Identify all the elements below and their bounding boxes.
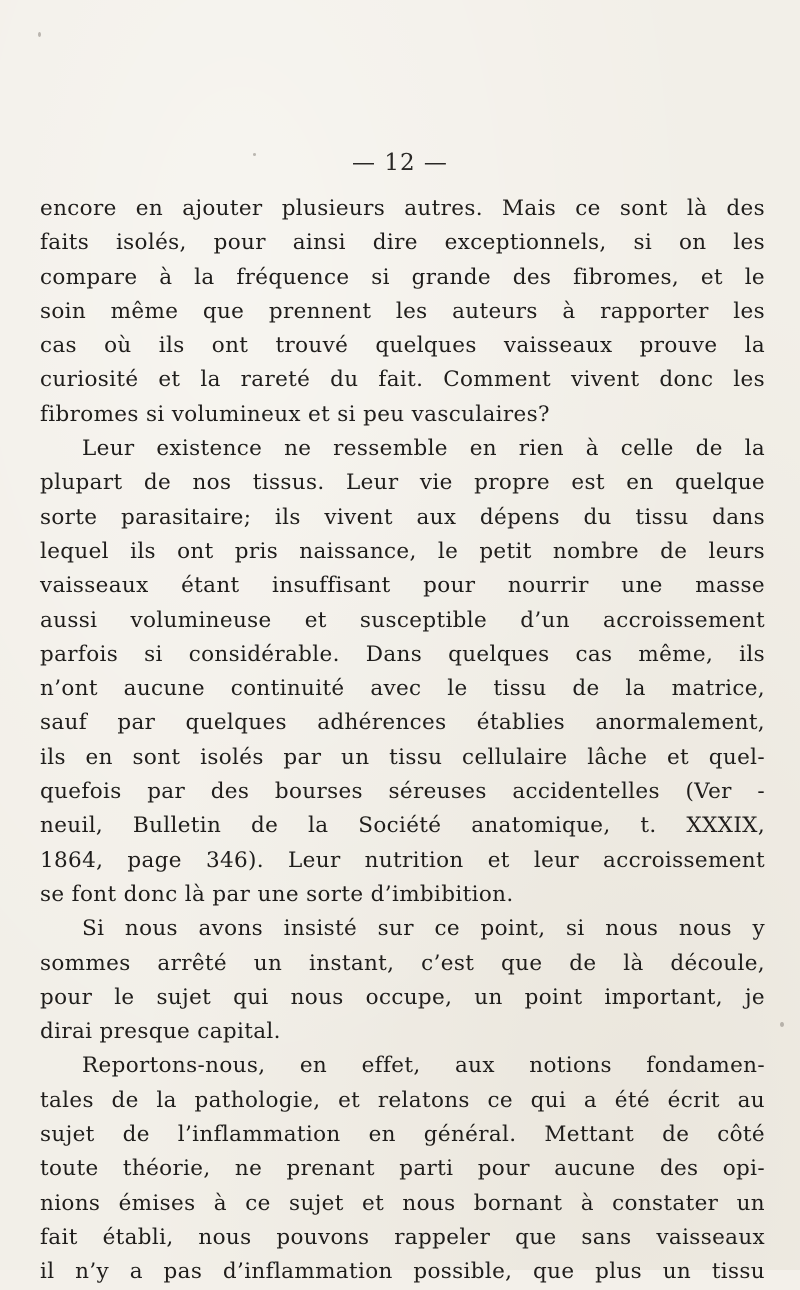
text-line: curiosité et la rareté du fait. Comment vivent donc les xyxy=(40,367,765,393)
text-line: lequel ils ont pris naissance, le petit nombre de leurs xyxy=(40,538,765,564)
text-line: n’ont aucune continuité avec le tissu de la matrice, xyxy=(40,676,765,702)
paper-speck xyxy=(38,32,41,37)
text-line: 1864, page 346). Leur nutrition et leur accroissement xyxy=(40,847,765,873)
text-line: Leur existence ne ressemble en rien à celle de la xyxy=(82,436,765,462)
text-line: quefois par des bourses séreuses accidentelles (Ver - xyxy=(40,779,765,805)
text-line: soin même que prennent les auteurs à rapporter les xyxy=(40,298,765,324)
text-line: dirai presque capital. xyxy=(40,1019,281,1045)
text-line: compare à la fréquence si grande des fibromes, et le xyxy=(40,264,765,290)
text-line: sommes arrêté un instant, c’est que de là découle, xyxy=(40,950,765,976)
text-line: parfois si considérable. Dans quelques cas même, ils xyxy=(40,641,765,667)
text-line: Si nous avons insisté sur ce point, si nous nous y xyxy=(82,916,765,942)
text-line: sauf par quelques adhérences établies anormalement, xyxy=(40,710,765,736)
text-line: neuil, Bulletin de la Société anatomique, t. XXXIX, xyxy=(40,813,765,839)
text-line: sorte parasitaire; ils vivent aux dépens du tissu dans xyxy=(40,504,765,530)
page-number: — 12 — xyxy=(352,150,448,176)
text-line: vaisseaux étant insuffisant pour nourrir une masse xyxy=(40,573,765,599)
text-line: pour le sujet qui nous occupe, un point important, je xyxy=(40,984,765,1010)
text-line: Reportons-nous, en effet, aux notions fondamen- xyxy=(82,1053,765,1079)
text-line: plupart de nos tissus. Leur vie propre est en quelque xyxy=(40,470,765,496)
text-line: se font donc là par une sorte d’imbibition. xyxy=(40,881,514,907)
text-line: ils en sont isolés par un tissu cellulaire lâche et quel- xyxy=(40,744,765,770)
text-line: fibromes si volumineux et si peu vasculaires? xyxy=(40,401,550,427)
paper-speck xyxy=(780,1022,784,1027)
text-line: aussi volumineuse et susceptible d’un accroissement xyxy=(40,607,765,633)
text-line: encore en ajouter plusieurs autres. Mais ce sont là des xyxy=(40,196,765,221)
text-line: fait établi, nous pouvons rappeler que sans vaisseaux xyxy=(40,1224,765,1250)
text-line: tales de la pathologie, et relatons ce qui a été écrit au xyxy=(40,1087,765,1113)
text-line: cas où ils ont trouvé quelques vaisseaux prouve la xyxy=(40,333,765,359)
text-line: il n’y a pas d’inflammation possible, que plus un tissu xyxy=(40,1259,765,1285)
text-line: faits isolés, pour ainsi dire exceptionnels, si on les xyxy=(40,230,765,256)
body-text xyxy=(40,192,765,1290)
text-line: sujet de l’inflammation en général. Mettant de côté xyxy=(40,1122,765,1148)
text-line: nions émises à ce sujet et nous bornant à constater un xyxy=(40,1190,765,1216)
text-line: toute théorie, ne prenant parti pour aucune des opi- xyxy=(40,1156,765,1182)
paper-speck xyxy=(253,153,256,156)
